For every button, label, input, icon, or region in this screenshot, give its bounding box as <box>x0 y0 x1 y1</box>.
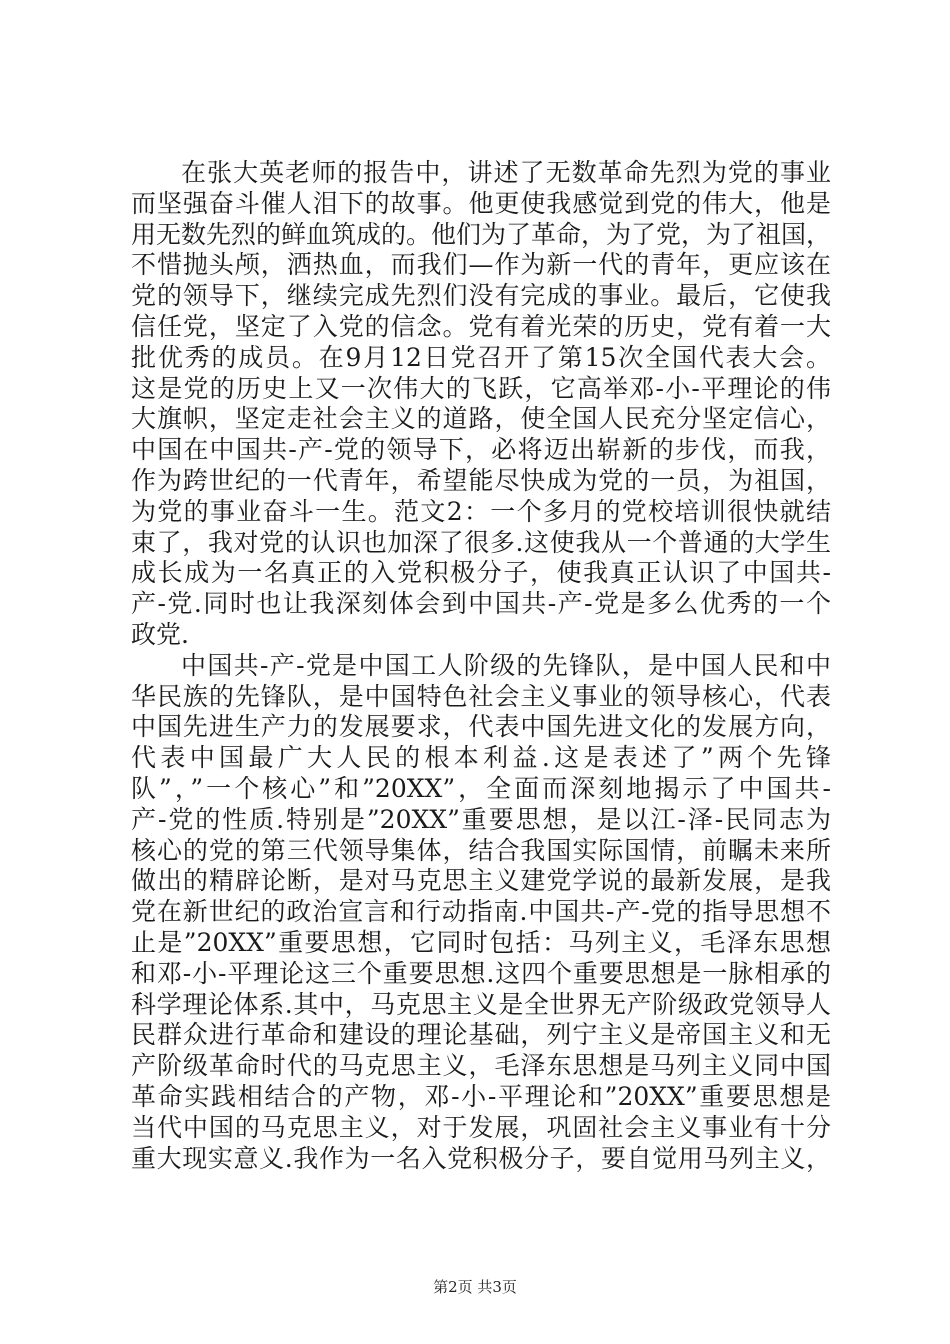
text-line: 民群众进行革命和建设的理论基础，列宁主义是帝国主义和无 <box>131 1020 831 1050</box>
text-line: 为党的事业奋斗一生。范文2：一个多月的党校培训很快就结 <box>131 496 831 526</box>
text-line: 产-党.同时也让我深刻体会到中国共-产-党是多么优秀的一个 <box>131 589 831 619</box>
text-line: 而坚强奋斗催人泪下的故事。他更使我感觉到党的伟大，他是 <box>131 188 831 218</box>
text-line: 核心的党的第三代领导集体，结合我国实际国情，前瞩未来所 <box>131 835 831 865</box>
body-text <box>131 158 831 1174</box>
text-line: 中国在中国共-产-党的领导下，必将迈出崭新的步伐，而我， <box>131 435 831 465</box>
text-line: 产阶级革命时代的马克思主义，毛泽东思想是马列主义同中国 <box>131 1051 831 1081</box>
text-line: 做出的精辟论断，是对马克思主义建党学说的最新发展，是我 <box>131 866 831 896</box>
text-line: 当代中国的马克思主义，对于发展，巩固社会主义事业有十分 <box>131 1112 831 1142</box>
text-line: 信任党，坚定了入党的信念。党有着光荣的历史，党有着一大 <box>131 311 831 341</box>
text-line: 代表中国最广大人民的根本利益.这是表述了”两个先锋 <box>131 743 831 773</box>
text-line: 党的领导下，继续完成先烈们没有完成的事业。最后，它使我 <box>131 281 831 311</box>
text-line: 用无数先烈的鲜血筑成的。他们为了革命，为了党，为了祖国， <box>131 219 832 249</box>
text-line: 产-党的性质.特别是”20XX”重要思想，是以江-泽-民同志为 <box>131 804 831 834</box>
text-line: 不惜抛头颅，洒热血，而我们—作为新一代的青年，更应该在 <box>131 250 831 280</box>
text-line: 科学理论体系.其中，马克思主义是全世界无产阶级政党领导人 <box>131 989 831 1019</box>
text-line: 政党. <box>131 619 189 649</box>
text-line: 在张大英老师的报告中，讲述了无数革命先烈为党的事业 <box>181 158 831 187</box>
text-line: 重大现实意义.我作为一名入党积极分子，要自觉用马列主义， <box>131 1143 831 1173</box>
text-line: 止是”20XX”重要思想，它同时包括：马列主义，毛泽东思想 <box>131 927 831 957</box>
text-line: 党在新世纪的政治宣言和行动指南.中国共-产-党的指导思想不 <box>131 897 831 927</box>
text-line: 这是党的历史上又一次伟大的飞跃，它高举邓-小-平理论的伟 <box>131 373 831 403</box>
text-line: 批优秀的成员。在9月12日党召开了第15次全国代表大会。 <box>131 342 831 372</box>
text-line: 成长成为一名真正的入党积极分子，使我真正认识了中国共- <box>131 558 831 588</box>
text-line: 作为跨世纪的一代青年，希望能尽快成为党的一员，为祖国， <box>131 465 831 495</box>
text-line: 束了，我对党的认识也加深了很多.这使我从一个普通的大学生 <box>131 527 831 557</box>
text-line: 中国共-产-党是中国工人阶级的先锋队，是中国人民和中 <box>181 650 831 680</box>
text-line: 革命实践相结合的产物，邓-小-平理论和”20XX”重要思想是 <box>131 1081 831 1111</box>
text-line: 大旗帜，坚定走社会主义的道路，使全国人民充分坚定信心， <box>131 404 831 434</box>
text-line: 华民族的先锋队，是中国特色社会主义事业的领导核心，代表 <box>131 681 831 711</box>
text-line: 队”，”一个核心”和”20XX”，全面而深刻地揭示了中国共- <box>131 773 831 803</box>
page-footer: 第2页 共3页 <box>433 1278 517 1296</box>
text-line: 中国先进生产力的发展要求，代表中国先进文化的发展方向， <box>131 712 831 742</box>
text-line: 和邓-小-平理论这三个重要思想.这四个重要思想是一脉相承的 <box>131 958 831 988</box>
